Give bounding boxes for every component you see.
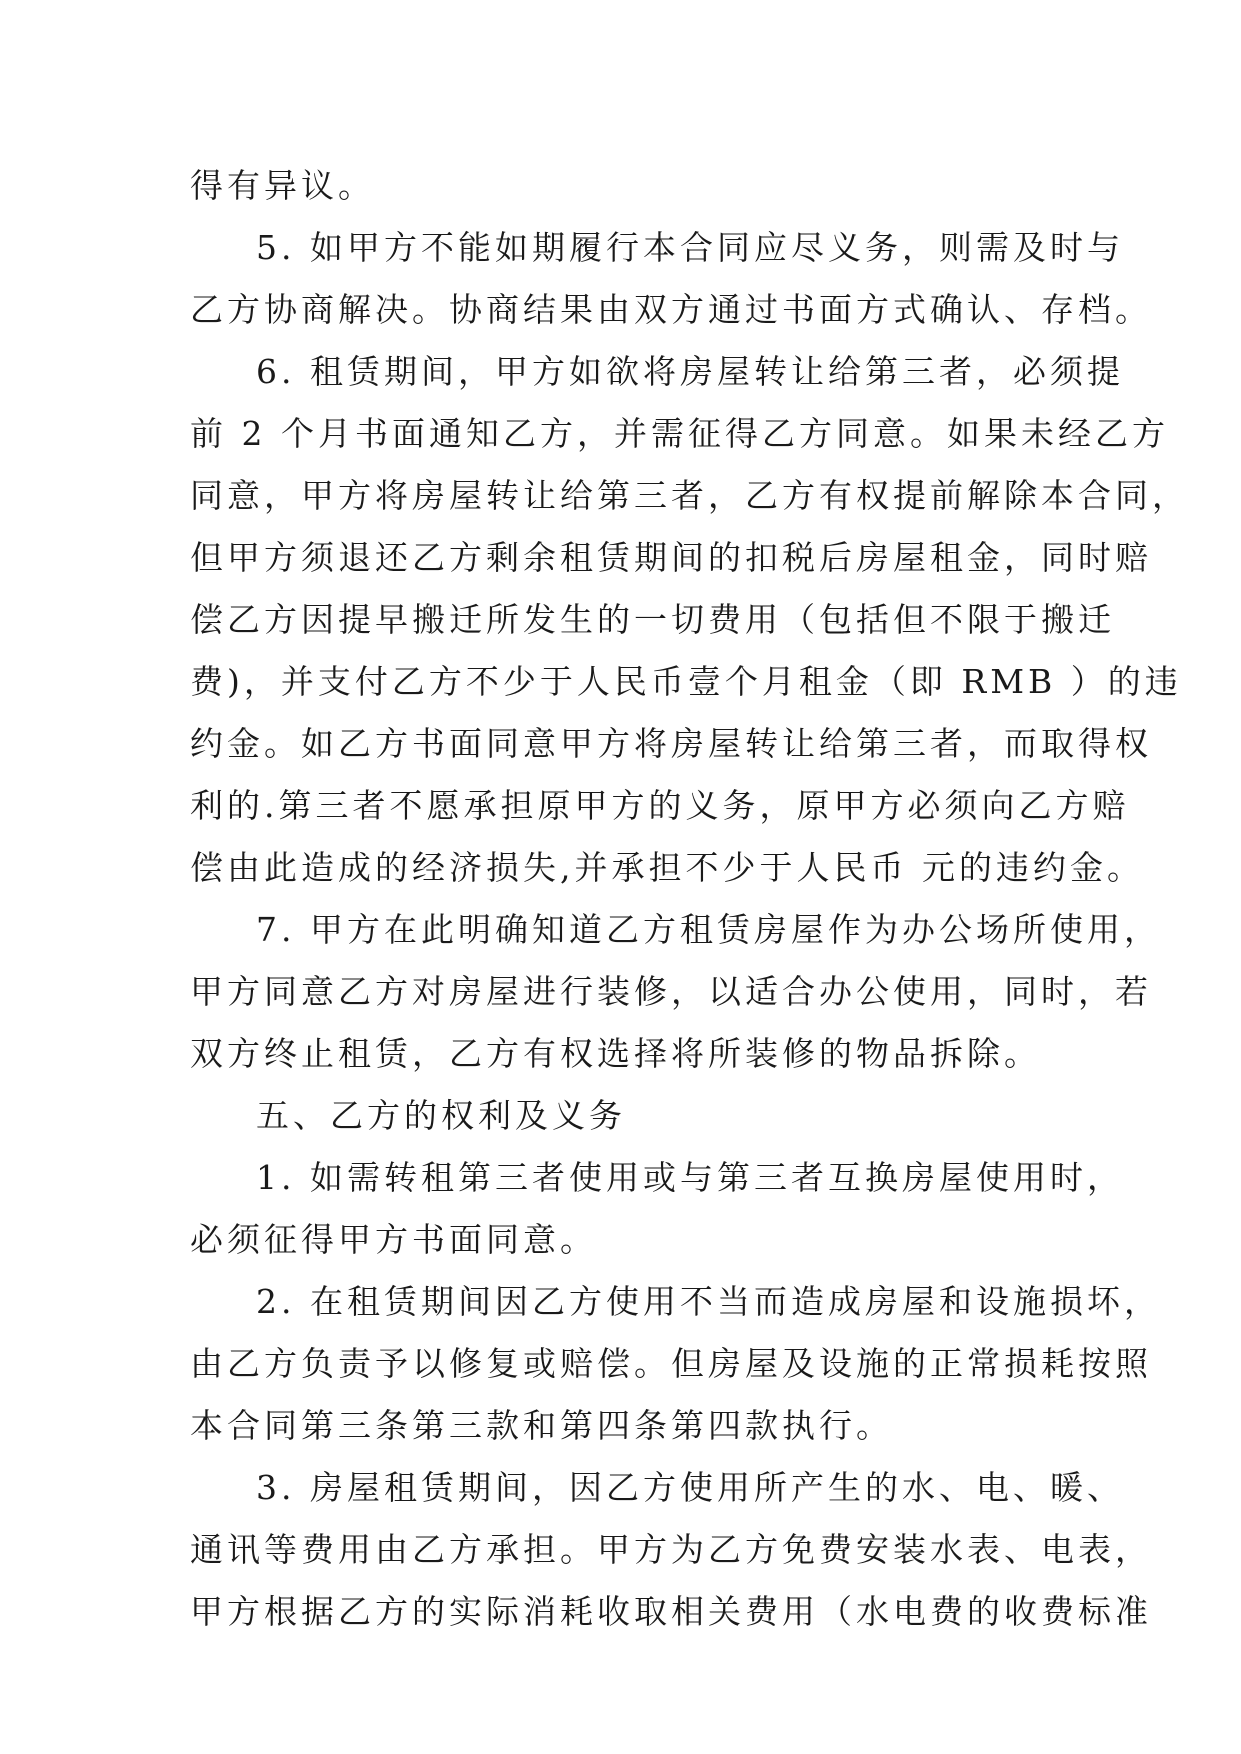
text-line: 必须征得甲方书面同意。 <box>190 1220 597 1259</box>
text-line: 乙方协商解决。协商结果由双方通过书面方式确认、存档。 <box>190 290 1152 329</box>
text-line: 甲方根据乙方的实际消耗收取相关费用（水电费的收费标准 <box>190 1592 1152 1631</box>
text-line: 甲方同意乙方对房屋进行装修，以适合办公使用，同时，若 <box>190 972 1152 1011</box>
text-line: 7. 甲方在此明确知道乙方租赁房屋作为办公场所使用， <box>256 910 1161 949</box>
text-line: 本合同第三条第三款和第四条第四款执行。 <box>190 1406 893 1445</box>
text-line: 偿由此造成的经济损失,并承担不少于人民币 元的违约金。 <box>190 848 1144 887</box>
text-line: 偿乙方因提早搬迁所发生的一切费用（包括但不限于搬迁 <box>190 600 1115 639</box>
text-line: 2. 在租赁期间因乙方使用不当而造成房屋和设施损坏， <box>256 1282 1161 1321</box>
text-line: 6. 租赁期间，甲方如欲将房屋转让给第三者，必须提 <box>256 352 1124 391</box>
text-line: 由乙方负责予以修复或赔偿。但房屋及设施的正常损耗按照 <box>190 1344 1152 1383</box>
contract-text <box>190 155 1189 1643</box>
text-line: 费)，并支付乙方不少于人民币壹个月租金（即 RMB ）的违 <box>190 662 1182 701</box>
text-line: 但甲方须退还乙方剩余租赁期间的扣税后房屋租金，同时赔 <box>190 538 1152 577</box>
text-line: 约金。如乙方书面同意甲方将房屋转让给第三者，而取得权 <box>190 724 1152 763</box>
text-line: 双方终止租赁，乙方有权选择将所装修的物品拆除。 <box>190 1034 1041 1073</box>
text-line: 前 2 个月书面通知乙方，并需征得乙方同意。如果未经乙方 <box>190 414 1169 453</box>
text-line: 得有异议。 <box>190 166 375 205</box>
text-line: 同意，甲方将房屋转让给第三者，乙方有权提前解除本合同， <box>190 476 1189 515</box>
section-heading: 五、乙方的权利及义务 <box>256 1096 626 1135</box>
text-line: 5. 如甲方不能如期履行本合同应尽义务，则需及时与 <box>256 228 1124 267</box>
text-line: 通讯等费用由乙方承担。甲方为乙方免费安装水表、电表， <box>190 1530 1152 1569</box>
text-line: 3. 房屋租赁期间，因乙方使用所产生的水、电、暖、 <box>256 1468 1124 1507</box>
text-line: 1. 如需转租第三者使用或与第三者互换房屋使用时， <box>256 1158 1124 1197</box>
text-line: 利的.第三者不愿承担原甲方的义务，原甲方必须向乙方赔 <box>190 786 1130 825</box>
